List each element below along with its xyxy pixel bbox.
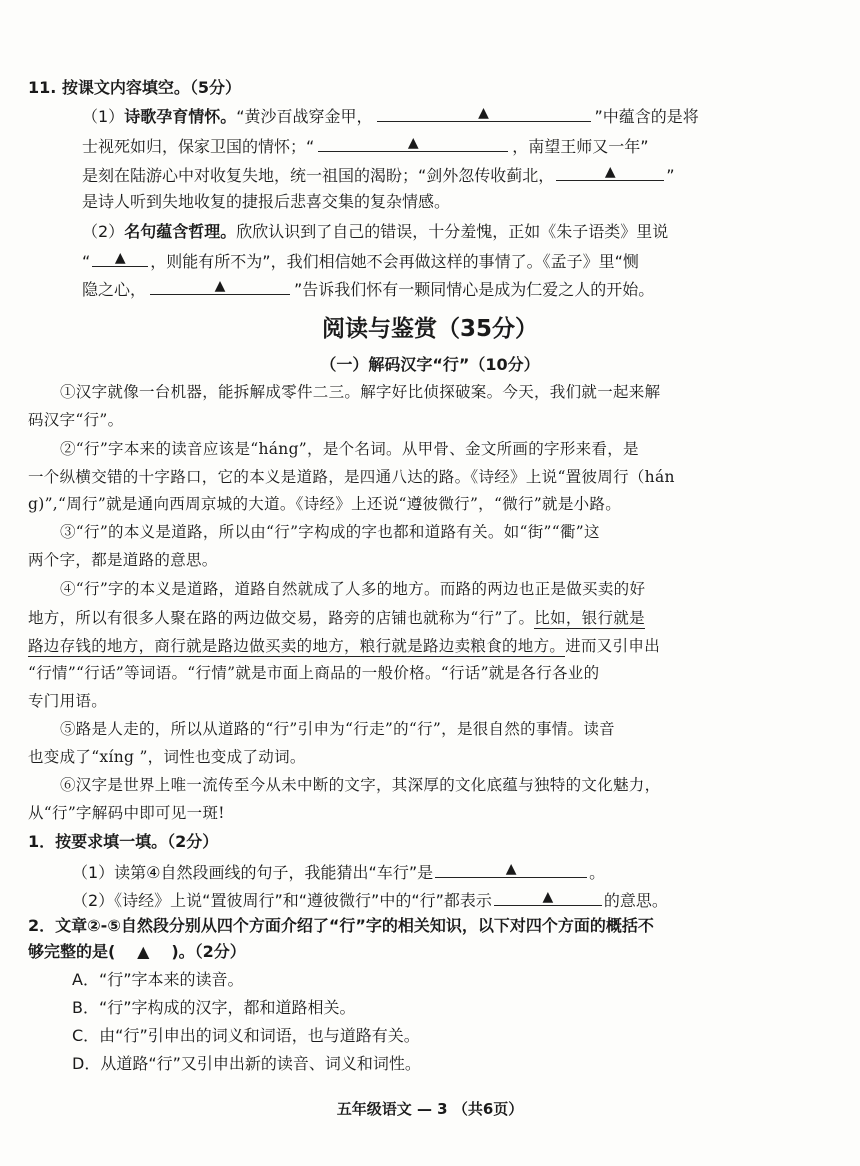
triangle-marker-icon: ▲ [214, 278, 226, 294]
question-2-title-cont [28, 942, 246, 962]
triangle-marker-icon: ▲ [505, 861, 517, 877]
q11-p1-num: （1） [82, 107, 125, 126]
answer-blank-3[interactable] [556, 164, 664, 181]
triangle-marker-icon: ▲ [604, 164, 616, 180]
q11-p2-text: ”告诉我们怀有一颗同情心是成为仁爱之人的开始。 [294, 280, 655, 299]
q11-p1-line1 [82, 105, 699, 127]
answer-blank-4[interactable] [92, 250, 148, 267]
triangle-marker-icon: ▲ [137, 942, 150, 961]
article-text: 进而又引申出 [565, 637, 661, 655]
q11-p2-line2 [82, 250, 639, 272]
underlined-sentence: 路边存钱的地方，商行就是路边做买卖的地方，粮行就是路边卖粮食的地方。 [28, 637, 566, 655]
answer-blank-6[interactable] [435, 861, 587, 878]
option-c[interactable]: C．由“行”引申出的词义和词语，也与道路有关。 [72, 1026, 420, 1045]
option-b[interactable]: B．“行”字构成的汉字，都和道路相关。 [72, 998, 356, 1017]
article-paragraph-6-cont: 从“行”字解码中即可见一斑! [28, 804, 225, 822]
question-2-title: 2．文章②-⑤自然段分别从四个方面介绍了“行”字的相关知识，以下对四个方面的概括不 [28, 916, 654, 935]
article-paragraph-4-cont: “行情”“行话”等词语。“行情”就是市面上商品的一般价格。“行话”就是各行各业的 [28, 664, 600, 682]
q11-p1-text: ” [666, 166, 675, 185]
q11-p2-text: 隐之心， [82, 280, 147, 299]
article-paragraph-4-cont: 专门用语。 [28, 692, 108, 710]
q11-p1-line3 [82, 164, 675, 186]
q11-p1-line2 [82, 135, 649, 157]
article-paragraph-3-cont: 两个字，都是道路的意思。 [28, 551, 218, 569]
option-a[interactable]: A．“行”字本来的读音。 [72, 970, 244, 989]
article-paragraph-6: ⑥汉字是世界上唯一流传至今从未中断的文字，其深厚的文化底蕴与独特的文化魅力， [60, 776, 661, 794]
q11-p2-text: 欣欣认识到了自己的错误，十分羞愧，正如《朱子语类》里说 [236, 222, 669, 241]
question-text: 够完整的是( [28, 942, 116, 961]
article-paragraph-2-cont: g)”,“周行”就是通向西周京城的大道。《诗经》上还说“遵彼微行”，“微行”就是小路。 [28, 495, 622, 513]
q11-p2-theme: 名句蕴含哲理。 [124, 222, 237, 241]
article-paragraph-1: ①汉字就像一台机器，能拆解成零件二三。解字好比侦探破案。今天，我们就一起来解 [60, 383, 661, 401]
q11-p2-text: ，则能有所不为”，我们相信她不会再做这样的事情了。《孟子》里“恻 [150, 252, 639, 271]
question-text: )。（2分） [171, 942, 246, 961]
article-paragraph-5-cont: 也变成了“xíng ”，词性也变成了动词。 [28, 748, 306, 766]
article-paragraph-3: ③“行”的本义是道路，所以由“行”字构成的字也都和道路有关。如“街”“衢”这 [60, 523, 600, 541]
answer-blank-7[interactable] [494, 889, 602, 906]
article-paragraph-4-cont [28, 636, 660, 656]
underlined-sentence: 比如，银行就是 [534, 609, 645, 627]
question-text: 的意思。 [603, 891, 668, 910]
answer-blank-5[interactable] [150, 278, 290, 295]
triangle-marker-icon: ▲ [114, 250, 126, 266]
article-paragraph-5: ⑤路是人走的，所以从道路的“行”引申为“行走”的“行”，是很自然的事情。读音 [60, 720, 615, 738]
q11-p1-text: 是刻在陆游心中对收复失地，统一祖国的渴盼；“剑外忽传收蓟北， [82, 166, 555, 185]
q11-p2-text: “ [82, 252, 91, 271]
q11-p2-num: （2） [82, 222, 125, 241]
q11-p2-line3 [82, 278, 654, 300]
triangle-marker-icon: ▲ [407, 135, 419, 151]
page-footer: 五年级语文 — 3 （共6页） [336, 1100, 524, 1118]
article-paragraph-1-cont: 码汉字“行”。 [28, 411, 124, 429]
reading-subtitle: （一）解码汉字“行”（10分） [320, 355, 540, 374]
section-title: 阅读与鉴赏（35分） [321, 316, 538, 342]
article-text: 地方，所以有很多人聚在路的两边做交易，路旁的店铺也就称为“行”了。 [28, 609, 535, 627]
q11-p1-text: ”中蕴含的是将 [594, 107, 699, 126]
question-1-sub-2 [72, 889, 668, 911]
q11-p1-theme: 诗歌孕育情怀。 [124, 107, 237, 126]
option-d[interactable]: D．从道路“行”又引申出新的读音、词义和词性。 [72, 1054, 421, 1073]
q11-p1-text: “黄沙百战穿金甲， [236, 107, 373, 126]
answer-blank-1[interactable] [377, 105, 591, 122]
q11-p1-text: ，南望王师又一年” [512, 137, 649, 156]
article-paragraph-4: ④“行”字的本义是道路，道路自然就成了人多的地方。而路的两边也正是做买卖的好 [60, 580, 646, 598]
answer-blank-2[interactable] [318, 135, 508, 152]
article-paragraph-2: ②“行”字本来的读音应该是“háng”，是个名词。从甲骨、金文所画的字形来看，是 [60, 440, 639, 458]
question-text: （2）《诗经》上说“置彼周行”和“遵彼微行”中的“行”都表示 [72, 891, 492, 910]
q11-p2-line1 [82, 222, 668, 242]
question-text: 。 [589, 863, 606, 882]
q11-title: 11. 按课文内容填空。（5分） [28, 78, 242, 97]
triangle-marker-icon: ▲ [478, 105, 489, 121]
question-text: （1）读第④自然段画线的句子，我能猜出“车行”是 [72, 863, 434, 882]
question-1-sub-1 [72, 861, 605, 883]
q11-p1-line4: 是诗人听到失地收复的捷报后悲喜交集的复杂情感。 [82, 192, 451, 211]
question-1-title: 1．按要求填一填。（2分） [28, 832, 219, 851]
triangle-marker-icon: ▲ [542, 889, 554, 905]
q11-p1-text: 士视死如归，保家卫国的情怀；“ [82, 137, 315, 156]
answer-choice-slot[interactable] [115, 942, 171, 962]
article-paragraph-4-cont [28, 608, 645, 628]
article-paragraph-2-cont: 一个纵横交错的十字路口，它的本义是道路，是四通八达的路。《诗经》上说“置彼周行（hán [28, 468, 675, 486]
